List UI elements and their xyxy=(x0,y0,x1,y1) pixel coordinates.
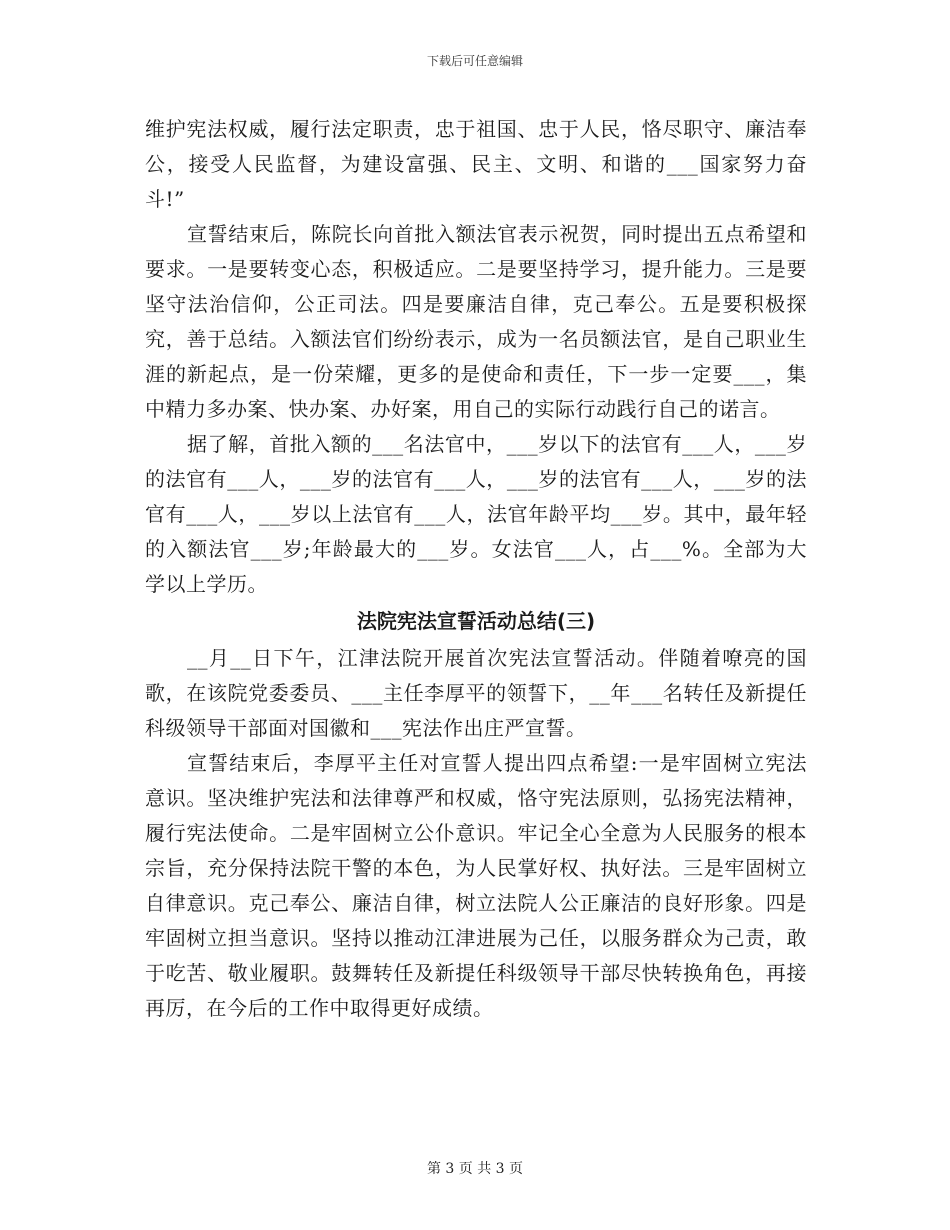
paragraph-four-hopes: 宣誓结束后，李厚平主任对宣誓人提出四点希望:一是牢固树立宪法意识。坚决维护宪法和法律尊严和权威，恪守宪法原则，弘扬宪法精神，履行宪法使命。二是牢固树立公仆意识。牢记全心全意为人民服务的根本宗旨，充分保持法院干警的本色，为人民掌好权、执好法。三是牢固树立自律意识。克己奉公、廉洁自律，树立法院人公正廉洁的良好形象。四是牢固树立担当意识。坚持以推动江津进展为己任，以服务群众为己责，敢于吃苦、敬业履职。鼓舞转任及新提任科级领导干部尽快转换角色，再接再厉，在今后的工作中取得更好成绩。 xyxy=(145,751,807,1020)
page-header: 下载后可任意编辑 xyxy=(426,54,523,68)
document-body xyxy=(145,112,807,1026)
paragraph-judge-statistics: 据了解，首批入额的___名法官中，___岁以下的法官有___人，___岁的法官有___人，___岁的法官有___人，___岁的法官有___人，___岁的法官有___人，___岁以上法官有___人，法官年龄平均___岁。其中，最年轻的入额法官___岁;年龄最大的___岁。女法官___人，占___%。全部为大学以上学历。 xyxy=(145,432,807,596)
paragraph-oath-event: __月__日下午，江津法院开展首次宪法宣誓活动。伴随着嘹亮的国歌，在该院党委委员、___主任李厚平的领誓下，__年___名转任及新提任科级领导干部面对国徽和___宪法作出庄严宣誓。 xyxy=(145,646,807,740)
section-title: 法院宪法宣誓活动总结(三) xyxy=(356,609,596,633)
paragraph-oath-continuation: 维护宪法权威，履行法定职责，忠于祖国、忠于人民，恪尽职守、廉洁奉公，接受人民监督，为建设富强、民主、文明、和谐的___国家努力奋斗!” xyxy=(145,117,807,211)
page-footer: 第 3 页 共 3 页 xyxy=(426,1161,524,1177)
paragraph-president-remarks: 宣誓结束后，陈院长向首批入额法官表示祝贺，同时提出五点希望和要求。一是要转变心态，积极适应。二是要坚持学习，提升能力。三是要坚守法治信仰，公正司法。四是要廉洁自律，克己奉公。五是要积极探究，善于总结。入额法官们纷纷表示，成为一名员额法官，是自己职业生涯的新起点，是一份荣耀，更多的是使命和责任，下一步一定要___，集中精力多办案、快办案、办好案，用自己的实际行动践行自己的诺言。 xyxy=(145,222,807,421)
